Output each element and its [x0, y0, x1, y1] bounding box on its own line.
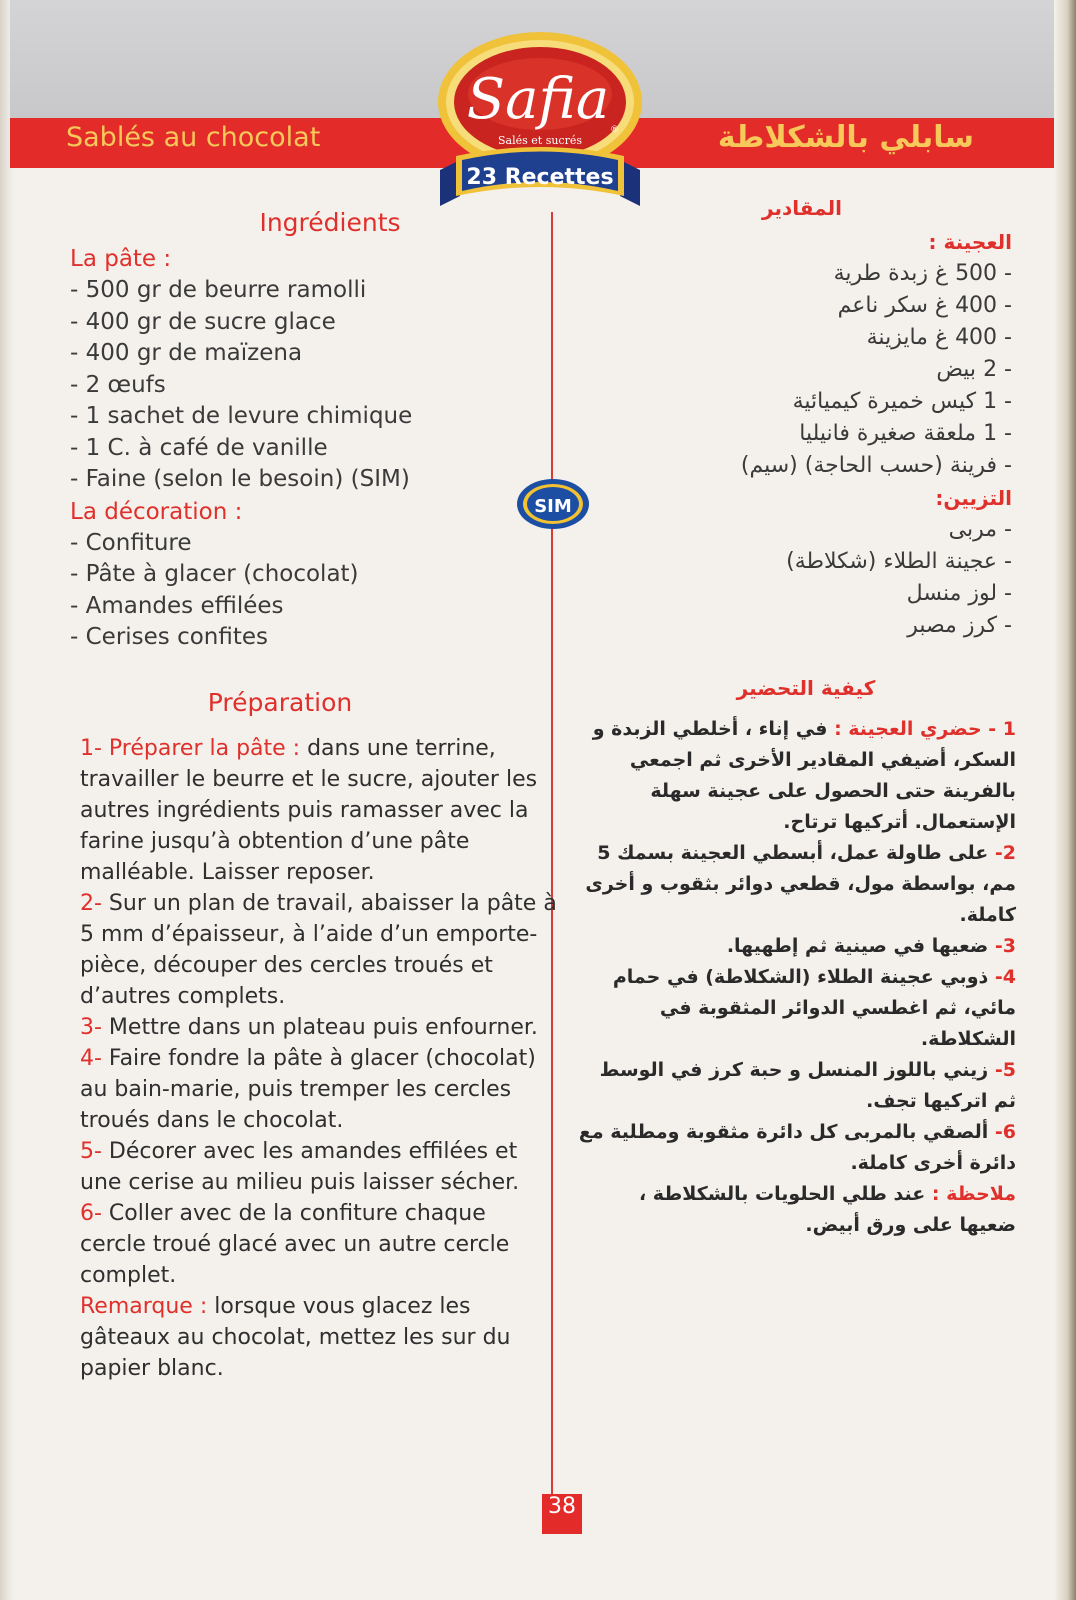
step-text: ضعيها في صينية ثم إطهيها.: [726, 935, 995, 957]
list-item: - 1 sachet de levure chimique: [70, 403, 413, 429]
remark-text: عند طلي الحلويات بالشكلاطة ، ضعيها على ورق أبيض.: [638, 1183, 1016, 1236]
sim-badge-text: SIM: [534, 496, 572, 517]
logo-ribbon-text: 23 Recettes: [466, 165, 614, 190]
remark-ar: [576, 1179, 1016, 1241]
step-number: 5-: [80, 1139, 102, 1164]
logo-registered-mark: ®: [610, 125, 619, 135]
ingredients-ar: [542, 196, 1012, 642]
step-text: في إناء ، أخلطي الزبدة و السكر، أضيفي المقادير الأخرى ثم اجمعي بالفرينة حتى الحصول على عجينة سهلة الإستعمال. أتركيها ترتاح.: [592, 718, 1016, 833]
list-item: - 2 بيض: [936, 357, 1012, 382]
list-item: - 2 œufs: [70, 371, 166, 398]
remark-label: ملاحظة :: [931, 1183, 1016, 1205]
list-item: - عجينة الطلاء (شكلاطة): [786, 549, 1012, 574]
list-item: - 500 gr de beurre ramolli: [70, 277, 367, 303]
step-4-fr: [80, 1043, 558, 1136]
list-item: - 400 غ سكر ناعم: [837, 293, 1012, 318]
list-item: - Pâte à glacer (chocolat): [70, 561, 359, 587]
preparation-title-ar: كيفية التحضير: [736, 676, 876, 700]
step-4-ar: [576, 962, 1016, 1055]
list-item: - فرينة (حسب الحاجة) (سيم): [740, 453, 1012, 478]
list-item: - 1 كيس خميرة كيميائية: [792, 389, 1012, 414]
step-number: 1 - حضري العجينة :: [834, 718, 1016, 740]
step-text: زيني باللوز المنسل و حبة كرز في الوسط ثم اتركيها تجف.: [599, 1059, 1016, 1112]
step-number: 2-: [80, 891, 102, 916]
pate-list-fr: [70, 275, 550, 496]
list-item: - Faine (selon le besoin) (SIM): [70, 466, 410, 492]
list-item: - كرز مصبر: [907, 613, 1012, 638]
step-1-fr: [80, 733, 558, 888]
preparation-ar: [576, 676, 1016, 1241]
recipe-title-ar: سابلي بالشكلاطة: [717, 120, 974, 155]
preparation-fr: [80, 688, 558, 1384]
step-text: على طاولة عمل، أبسطي العجينة بسمك 5 مم، بواسطة مول، قطعي دوائر بثقوب و أخرى كاملة.: [585, 842, 1016, 926]
list-item: - Cerises confites: [70, 624, 269, 650]
pate-title-ar: العجينة :: [928, 230, 1012, 254]
step-number: 6-: [994, 1121, 1016, 1143]
list-item: - Amandes effilées: [70, 592, 284, 619]
safia-logo: [434, 20, 646, 220]
step-3-ar: [576, 931, 1016, 962]
list-item: - 1 C. à café de vanille: [70, 434, 328, 461]
step-6-ar: [576, 1117, 1016, 1179]
step-text: Mettre dans un plateau puis enfourner.: [101, 1015, 538, 1040]
logo-tagline: Salés et sucrés: [498, 134, 582, 147]
step-3-fr: [80, 1012, 558, 1043]
step-text: Décorer avec les amandes effilées et une cerise au milieu puis laisser sécher.: [80, 1139, 520, 1195]
step-number: 2-: [994, 842, 1016, 864]
step-number: 4-: [994, 966, 1016, 988]
decoration-list-ar: [542, 514, 1012, 642]
list-item: - Confiture: [70, 529, 192, 556]
page-right-edge: [1054, 0, 1076, 1600]
step-text: Coller avec de la confiture chaque cercle troué glacé avec un autre cercle complet.: [80, 1201, 510, 1288]
pate-list-ar: [542, 258, 1012, 482]
list-item: - مربى: [948, 517, 1012, 542]
safia-logo-graphic: [434, 20, 646, 220]
step-text: Sur un plan de travail, abaisser la pâte à 5 mm d’épaisseur, à l’aide d’un emporte-pièce, découper des cercles troués et d’autres complets.: [80, 891, 557, 1009]
step-number: 3-: [80, 1015, 102, 1040]
preparation-steps-fr: [80, 733, 558, 1384]
logo-brand-text: Safia: [466, 67, 610, 132]
step-2-ar: [576, 838, 1016, 931]
step-number: 4-: [80, 1046, 102, 1071]
remark-label: Remarque :: [80, 1294, 208, 1319]
list-item: - 400 غ مايزينة: [866, 325, 1012, 350]
recipe-title-fr: Sablés au chocolat: [66, 122, 321, 153]
ingredients-title-ar: المقادير: [762, 196, 842, 220]
list-item: - 500 غ زبدة طرية: [833, 261, 1012, 286]
ingredients-fr: [70, 208, 550, 654]
list-item: - 400 gr de maïzena: [70, 340, 303, 366]
step-5-fr: [80, 1136, 558, 1198]
preparation-title-fr: Préparation: [207, 688, 353, 717]
step-number: 3-: [994, 935, 1016, 957]
step-number: 1- Préparer la pâte :: [80, 736, 301, 761]
pate-title-fr: La pâte :: [70, 246, 172, 272]
list-item: - 1 ملعقة صغيرة فانيليا: [799, 421, 1012, 446]
step-text: ذوبي عجينة الطلاء (الشكلاطة) في حمام مائي، ثم اغطسي الدوائر المثقوبة في الشكلاطة.: [612, 966, 1016, 1050]
step-6-fr: [80, 1198, 558, 1291]
page-number: 38: [542, 1494, 582, 1534]
step-text: Faire fondre la pâte à glacer (chocolat) au bain-marie, puis tremper les cercles troués dans le chocolat.: [80, 1046, 536, 1133]
step-5-ar: [576, 1055, 1016, 1117]
step-2-fr: [80, 888, 558, 1012]
ingredients-title-fr: Ingrédients: [259, 208, 401, 237]
step-1-ar: [576, 714, 1016, 838]
step-text: ألصقي بالمربى كل دائرة مثقوبة ومطلية مع دائرة أخرى كاملة.: [578, 1121, 1016, 1174]
decoration-title-ar: التزيين:: [935, 486, 1012, 510]
remark-text: lorsque vous glacez les gâteaux au chocolat, mettez les sur du papier blanc.: [80, 1294, 511, 1381]
step-number: 5-: [994, 1059, 1016, 1081]
preparation-steps-ar: [576, 714, 1016, 1241]
decoration-title-fr: La décoration :: [70, 498, 243, 525]
step-text: dans une terrine, travailler le beurre et le sucre, ajouter les autres ingrédients puis ramasser avec la farine jusqu’à obtention d’une pâte malléable. Laisser reposer.: [80, 736, 538, 885]
remark-fr: [80, 1291, 558, 1384]
step-number: 6-: [80, 1201, 102, 1226]
page-left-edge: [0, 0, 14, 1600]
list-item: - 400 gr de sucre glace: [70, 308, 336, 335]
list-item: - لوز منسل: [906, 581, 1012, 606]
decoration-list-fr: [70, 528, 550, 654]
